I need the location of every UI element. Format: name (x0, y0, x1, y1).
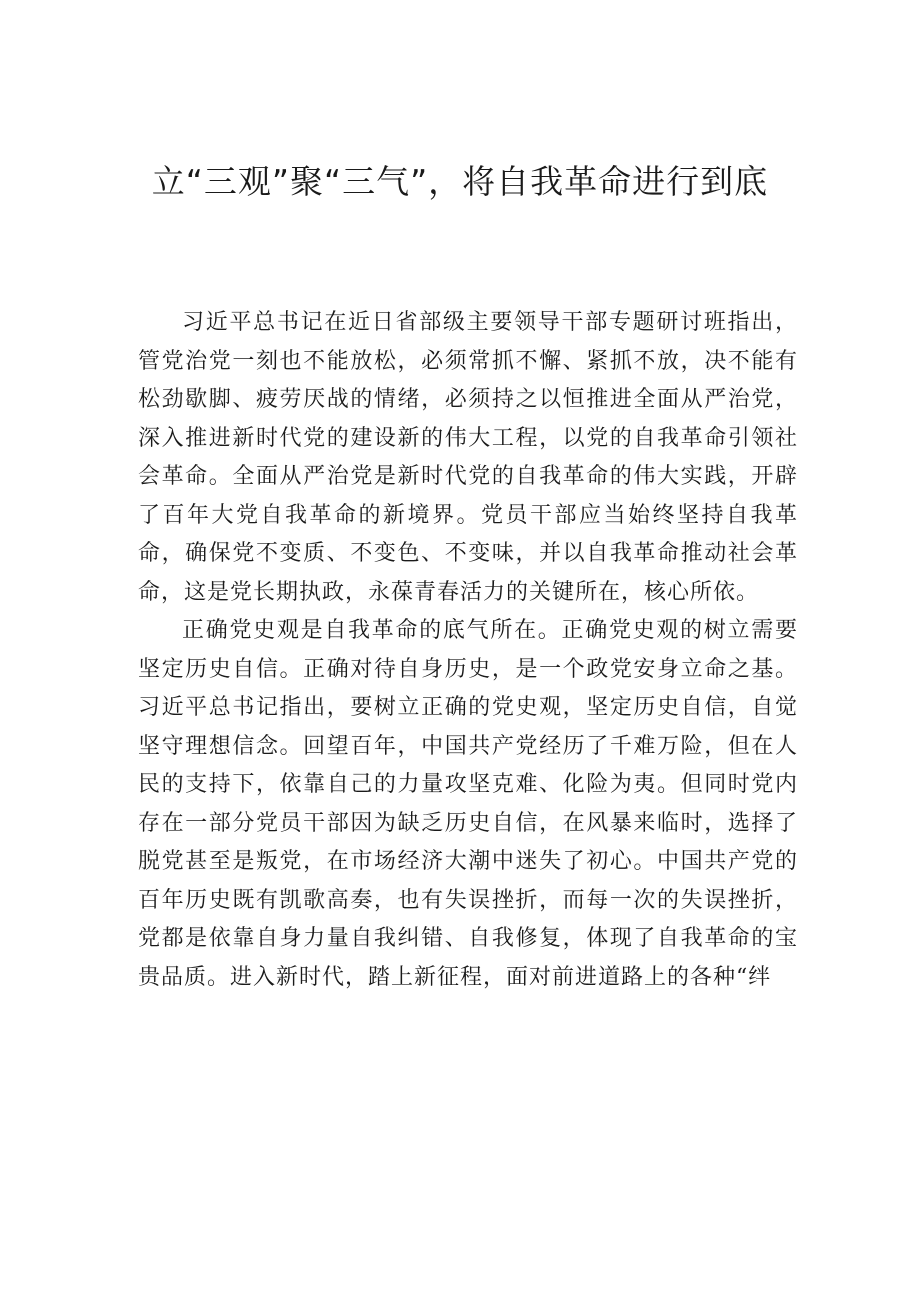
paragraph-party-history: 正确党史观是自我革命的底气所在。正确党史观的树立需要坚定历史自信。正确对待自身历史，是一个政党安身立命之基。习近平总书记指出，要树立正确的党史观，坚定历史自信，自觉坚守理想信念。回望百年，中国共产党经历了千难万险，但在人民的支持下，依靠自己的力量攻坚克难、化险为夷。但同时党内存在一部分党员干部因为缺乏历史自信，在风暴来临时，选择了脱党甚至是叛党，在市场经济大潮中迷失了初心。中国共产党的百年历史既有凯歌高奏，也有失误挫折，而每一次的失误挫折，党都是依靠自身力量自我纠错、自我修复，体现了自我革命的宝贵品质。进入新时代，踏上新征程，面对前进道路上的各种“绊 (138, 618, 798, 990)
document-title: 立“三观”聚“三气”，将自我革命进行到底 (151, 162, 769, 201)
paragraph-intro: 习近平总书记在近日省部级主要领导干部专题研讨班指出，管党治党一刻也不能放松，必须常抓不懈、紧抓不放，决不能有松劲歇脚、疲劳厌战的情绪，必须持之以恒推进全面从严治党，深入推进新时代党的建设新的伟大工程，以党的自我革命引领社会革命。全面从严治党是新时代党的自我革命的伟大实践，开辟了百年大党自我革命的新境界。党员干部应当始终坚持自我革命，确保党不变质、不变色、不变味，并以自我革命推动社会革命，这是党长期执政，永葆青春活力的关键所在，核心所依。 (138, 310, 798, 605)
document-body (138, 304, 798, 997)
